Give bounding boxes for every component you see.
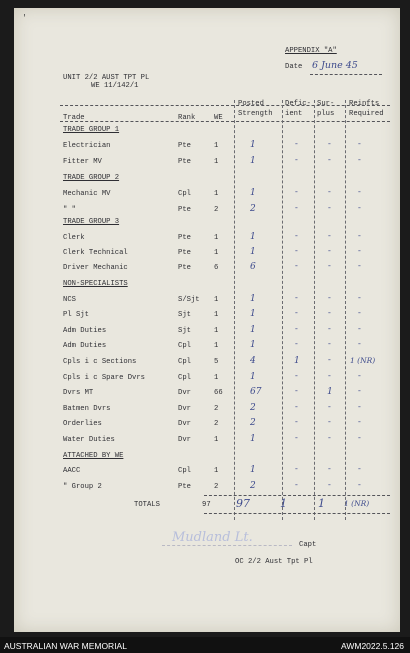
- cell-trade: Adm Duties: [63, 342, 107, 350]
- cell-surplus: -: [327, 465, 332, 474]
- cell-we: 1: [214, 327, 219, 335]
- cell-surplus: -: [327, 356, 332, 365]
- cell-deficient: -: [294, 325, 299, 334]
- totals-reinfts: 1 (NR): [344, 499, 370, 508]
- cell-reinfts: -: [357, 309, 362, 318]
- cell-we: 1: [214, 158, 219, 166]
- group-heading: TRADE GROUP 1: [63, 126, 120, 134]
- group-heading: TRADE GROUP 2: [63, 174, 120, 182]
- column-divider: [314, 100, 315, 520]
- col-posted-1: Posted: [238, 100, 264, 108]
- totals-top-rule: [204, 495, 390, 496]
- column-divider: [234, 100, 235, 520]
- cell-deficient: -: [294, 262, 299, 271]
- cell-rank: Pte: [178, 483, 191, 491]
- cell-deficient: -: [294, 294, 299, 303]
- cell-posted: 2: [250, 204, 256, 214]
- cell-surplus: -: [327, 372, 332, 381]
- cell-posted: 1: [250, 294, 256, 304]
- we-reference: WE 11/142/1: [91, 82, 139, 90]
- cell-rank: Sjt: [178, 327, 191, 335]
- cell-rank: Dvr: [178, 420, 191, 428]
- cell-deficient: -: [294, 403, 299, 412]
- date-label: Date: [285, 63, 303, 71]
- cell-deficient: -: [294, 204, 299, 213]
- cell-posted: 1: [250, 140, 256, 150]
- cell-surplus: -: [327, 340, 332, 349]
- cell-trade: Mechanic MV: [63, 190, 111, 198]
- cell-rank: Sjt: [178, 311, 191, 319]
- date-underline: [310, 74, 382, 75]
- date-value: 6 June 45: [312, 60, 358, 71]
- cell-surplus: -: [327, 481, 332, 490]
- cell-deficient: -: [294, 434, 299, 443]
- cell-rank: Cpl: [178, 342, 191, 350]
- cell-deficient: -: [294, 309, 299, 318]
- archive-footer: [0, 637, 410, 653]
- cell-rank: Dvr: [178, 405, 191, 413]
- cell-posted: 2: [250, 418, 256, 428]
- unit-title: UNIT 2/2 AUST TPT PL: [63, 74, 150, 82]
- group-heading: NON-SPECIALISTS: [63, 280, 128, 288]
- cell-posted: 1: [250, 247, 256, 257]
- cell-rank: Dvr: [178, 436, 191, 444]
- cell-deficient: -: [294, 156, 299, 165]
- cell-rank: Cpl: [178, 374, 191, 382]
- cell-trade: " ": [63, 206, 76, 214]
- cell-we: 1: [214, 190, 219, 198]
- cell-trade: Clerk Technical: [63, 249, 128, 257]
- cell-deficient: -: [294, 387, 299, 396]
- cell-rank: Pte: [178, 234, 191, 242]
- cell-deficient: -: [294, 247, 299, 256]
- cell-we: 1: [214, 249, 219, 257]
- cell-surplus: -: [327, 418, 332, 427]
- cell-reinfts: -: [357, 156, 362, 165]
- cell-reinfts: -: [357, 188, 362, 197]
- cell-surplus: -: [327, 140, 332, 149]
- cell-posted: 1: [250, 232, 256, 242]
- cell-reinfts: -: [357, 418, 362, 427]
- col-deficient-1: Defic-: [285, 100, 311, 108]
- header-bottom-rule: [60, 121, 390, 122]
- cell-surplus: -: [327, 325, 332, 334]
- cell-posted: 1: [250, 340, 256, 350]
- cell-deficient: -: [294, 140, 299, 149]
- cell-we: 1: [214, 467, 219, 475]
- cell-trade: Driver Mechanic: [63, 264, 128, 272]
- cell-we: 1: [214, 374, 219, 382]
- footer-accession: AWM2022.5.126: [341, 641, 404, 651]
- cell-reinfts: -: [357, 232, 362, 241]
- cell-rank: Cpl: [178, 358, 191, 366]
- totals-bottom-rule: [204, 513, 390, 514]
- cell-trade: NCS: [63, 296, 76, 304]
- cell-deficient: -: [294, 465, 299, 474]
- cell-rank: Pte: [178, 158, 191, 166]
- appendix-heading: APPENDIX "A": [285, 47, 337, 55]
- document-page: [14, 8, 400, 632]
- cell-we: 2: [214, 405, 219, 413]
- header-top-rule: [60, 105, 390, 106]
- cell-surplus: -: [327, 232, 332, 241]
- cell-posted: 2: [250, 403, 256, 413]
- cell-we: 2: [214, 420, 219, 428]
- totals-we: 97: [202, 501, 211, 509]
- cell-reinfts: -: [357, 262, 362, 271]
- cell-rank: S/Sjt: [178, 296, 200, 304]
- col-deficient-2: ient: [285, 110, 303, 118]
- col-posted-2: Strength: [238, 110, 273, 118]
- totals-surplus: 1: [318, 497, 325, 510]
- cell-rank: Pte: [178, 249, 191, 257]
- group-heading: TRADE GROUP 3: [63, 218, 120, 226]
- signature-unit: OC 2/2 Aust Tpt Pl: [235, 558, 313, 566]
- cell-posted: 1: [250, 465, 256, 475]
- corner-mark: ': [22, 14, 27, 23]
- cell-we: 1: [214, 311, 219, 319]
- cell-trade: Water Duties: [63, 436, 115, 444]
- cell-posted: 1: [250, 325, 256, 335]
- cell-rank: Pte: [178, 206, 191, 214]
- cell-trade: Fitter MV: [63, 158, 102, 166]
- cell-deficient: 1: [294, 356, 300, 366]
- cell-reinfts: -: [357, 140, 362, 149]
- col-surplus-2: plus: [317, 110, 335, 118]
- col-rank: Rank: [178, 114, 196, 122]
- footer-source: AUSTRALIAN WAR MEMORIAL: [4, 641, 127, 651]
- cell-posted: 6: [250, 262, 256, 272]
- cell-reinfts: -: [357, 340, 362, 349]
- cell-trade: Dvrs MT: [63, 389, 94, 397]
- cell-posted: 4: [250, 356, 256, 366]
- cell-posted: 1: [250, 372, 256, 382]
- cell-reinfts: -: [357, 403, 362, 412]
- cell-rank: Pte: [178, 264, 191, 272]
- col-we: WE: [214, 114, 223, 122]
- totals-posted: 97: [236, 497, 250, 510]
- column-divider: [345, 100, 346, 520]
- totals-deficient: 1: [280, 497, 287, 510]
- cell-reinfts: -: [357, 465, 362, 474]
- cell-we: 1: [214, 436, 219, 444]
- cell-posted: 1: [250, 188, 256, 198]
- cell-reinfts: -: [357, 481, 362, 490]
- cell-posted: 67: [250, 387, 262, 397]
- cell-trade: Electrician: [63, 142, 111, 150]
- cell-we: 1: [214, 142, 219, 150]
- cell-reinfts: -: [357, 204, 362, 213]
- cell-we: 5: [214, 358, 219, 366]
- cell-we: 2: [214, 483, 219, 491]
- cell-trade: Adm Duties: [63, 327, 107, 335]
- cell-deficient: -: [294, 232, 299, 241]
- cell-reinfts: -: [357, 387, 362, 396]
- cell-reinfts: -: [357, 294, 362, 303]
- signature-title: Capt: [299, 541, 317, 549]
- cell-deficient: -: [294, 481, 299, 490]
- signature-line: [162, 545, 292, 546]
- cell-surplus: -: [327, 262, 332, 271]
- totals-label: TOTALS: [134, 501, 160, 509]
- cell-we: 66: [214, 389, 223, 397]
- cell-trade: Cpls i c Spare Dvrs: [63, 374, 145, 382]
- cell-we: 1: [214, 296, 219, 304]
- cell-rank: Cpl: [178, 190, 191, 198]
- cell-surplus: 1: [327, 387, 333, 397]
- cell-deficient: -: [294, 418, 299, 427]
- cell-posted: 1: [250, 156, 256, 166]
- cell-surplus: -: [327, 434, 332, 443]
- cell-surplus: -: [327, 156, 332, 165]
- column-divider: [282, 100, 283, 520]
- cell-posted: 2: [250, 481, 256, 491]
- cell-trade: Batmen Dvrs: [63, 405, 111, 413]
- cell-surplus: -: [327, 403, 332, 412]
- cell-trade: " Group 2: [63, 483, 102, 491]
- cell-surplus: -: [327, 247, 332, 256]
- cell-reinfts: 1 (NR): [350, 356, 376, 365]
- cell-surplus: -: [327, 309, 332, 318]
- cell-deficient: -: [294, 340, 299, 349]
- col-trade: Trade: [63, 114, 85, 122]
- cell-deficient: -: [294, 188, 299, 197]
- group-heading: ATTACHED BY WE: [63, 452, 124, 460]
- cell-reinfts: -: [357, 247, 362, 256]
- cell-we: 6: [214, 264, 219, 272]
- cell-trade: Pl Sjt: [63, 311, 89, 319]
- cell-deficient: -: [294, 372, 299, 381]
- col-reinfts-1: Reinfts: [349, 100, 380, 108]
- cell-rank: Dvr: [178, 389, 191, 397]
- cell-reinfts: -: [357, 434, 362, 443]
- cell-trade: Cpls i c Sections: [63, 358, 137, 366]
- cell-rank: Pte: [178, 142, 191, 150]
- cell-posted: 1: [250, 309, 256, 319]
- cell-we: 1: [214, 342, 219, 350]
- cell-reinfts: -: [357, 372, 362, 381]
- cell-surplus: -: [327, 204, 332, 213]
- cell-we: 1: [214, 234, 219, 242]
- cell-surplus: -: [327, 188, 332, 197]
- col-surplus-1: Sur-: [317, 100, 335, 108]
- cell-posted: 1: [250, 434, 256, 444]
- cell-trade: Orderlies: [63, 420, 102, 428]
- cell-reinfts: -: [357, 325, 362, 334]
- col-reinfts-2: Required: [349, 110, 384, 118]
- cell-trade: Clerk: [63, 234, 85, 242]
- cell-surplus: -: [327, 294, 332, 303]
- signature-scribble: Mudland Lt.: [172, 530, 253, 545]
- cell-we: 2: [214, 206, 219, 214]
- cell-rank: Cpl: [178, 467, 191, 475]
- cell-trade: AACC: [63, 467, 81, 475]
